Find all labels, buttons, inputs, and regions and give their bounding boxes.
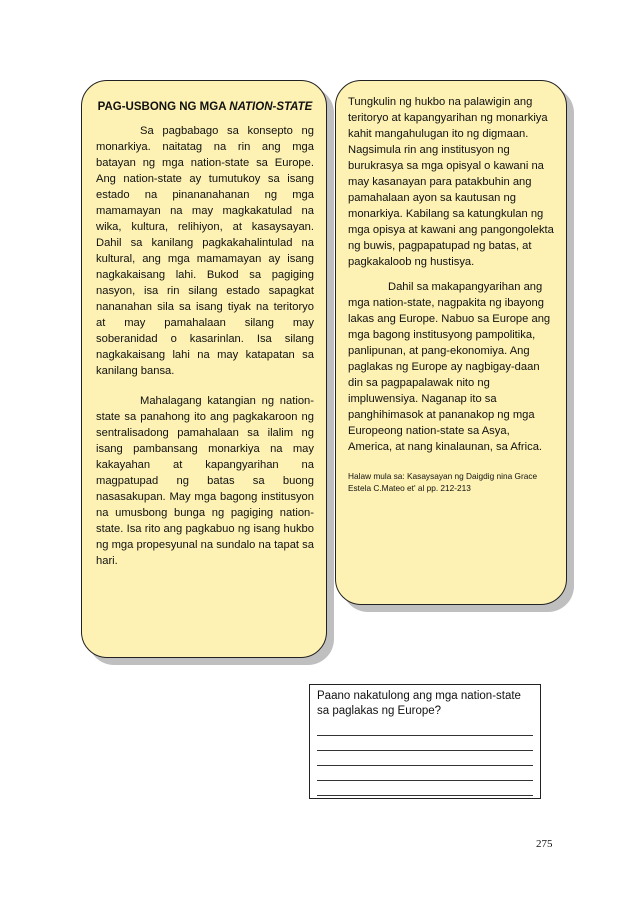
left-text-card — [81, 80, 327, 658]
answer-line[interactable] — [317, 736, 533, 751]
question-text: Paano nakatulong ang mga nation-state sa paglakas ng Europe? — [317, 690, 521, 717]
answer-line[interactable] — [317, 721, 533, 736]
left-paragraph-1: Sa pagbabago sa konsepto ng monarkiya. naitatag na rin ang mga batayan ng mga nation-state sa Europe. Ang nation-state ay tumutukoy sa isang estado na pinananahanan ng mga mamamayan na may magkakatulad na wika, kultura, relihiyon, at kasaysayan. Dahil sa kanilang pagkakahalintulad na kultural, ang mga mamamayan ay isang nagkakaisang lahi. Bukod sa pagiging nasyon, isa rin silang estado sapagkat nananahan sila sa isang tiyak na teritoryo at may pamahalaan silang may soberanidad o kasarinlan. Isa silang nagkakaisang lahi na may katapatan sa kanilang bansa. — [96, 125, 314, 377]
title-plain: PAG-USBONG NG MGA — [97, 101, 230, 113]
source-citation: Halaw mula sa: Kasaysayan ng Daigdig nina Grace Estela C.Mateo et' al pp. 212-213 — [348, 471, 538, 493]
answer-line[interactable] — [317, 751, 533, 766]
left-paragraph-2: Mahalagang katangian ng nation-state sa panahong ito ang pagkakaroon ng sentralisadong pamahalaan sa ilalim ng isang pambansang monarkiya na may kakayahan at kapangyarihan na magpatupad ng batas sa buong nasasakupan. May mga bagong institusyon na umusbong bunga ng pagiging nation-state. Isa rito ang pagkabuo ng isang hukbo ng mga propesyunal na sundalo na tapat sa hari. — [96, 395, 314, 567]
section-title — [96, 99, 314, 115]
title-italic: NATION-STATE — [229, 101, 313, 113]
page-number: 275 — [536, 838, 553, 850]
question-box — [309, 684, 541, 799]
answer-line[interactable] — [317, 781, 533, 796]
right-paragraph-2: Dahil sa makapangyarihan ang mga nation-state, nagpakita ng ibayong lakas ang Europe. Nabuo sa Europe ang mga bagong institusyong pampolitika, panlipunan, at pang-ekonomiya. Ang paglakas ng Europe ay nagbigay-daan din sa pagpapalawak nito ng impluwensiya. Naganap ito sa panghihimasok at pananakop ng mga Europeong nation-state sa Asya, America, at nang kinalaunan, sa Africa. — [348, 281, 551, 453]
answer-line[interactable] — [317, 766, 533, 781]
right-paragraph-1: Tungkulin ng hukbo na palawigin ang teritoryo at kapangyarihan ng monarkiya kahit mangahulugan ito ng digmaan. Nagsimula rin ang institusyon ng burukrasya sa mga opisyal o kawani na may kasanayan para patakbuhin ang pamahalaan ayon sa kautusan ng monarkiya. Kabilang sa katungkulan ng mga opisya at kawani ang pangongolekta ng buwis, pagpapatupad ng batas, at pagkakaloob ng hustisya. — [348, 96, 554, 268]
right-text-card — [335, 80, 567, 605]
